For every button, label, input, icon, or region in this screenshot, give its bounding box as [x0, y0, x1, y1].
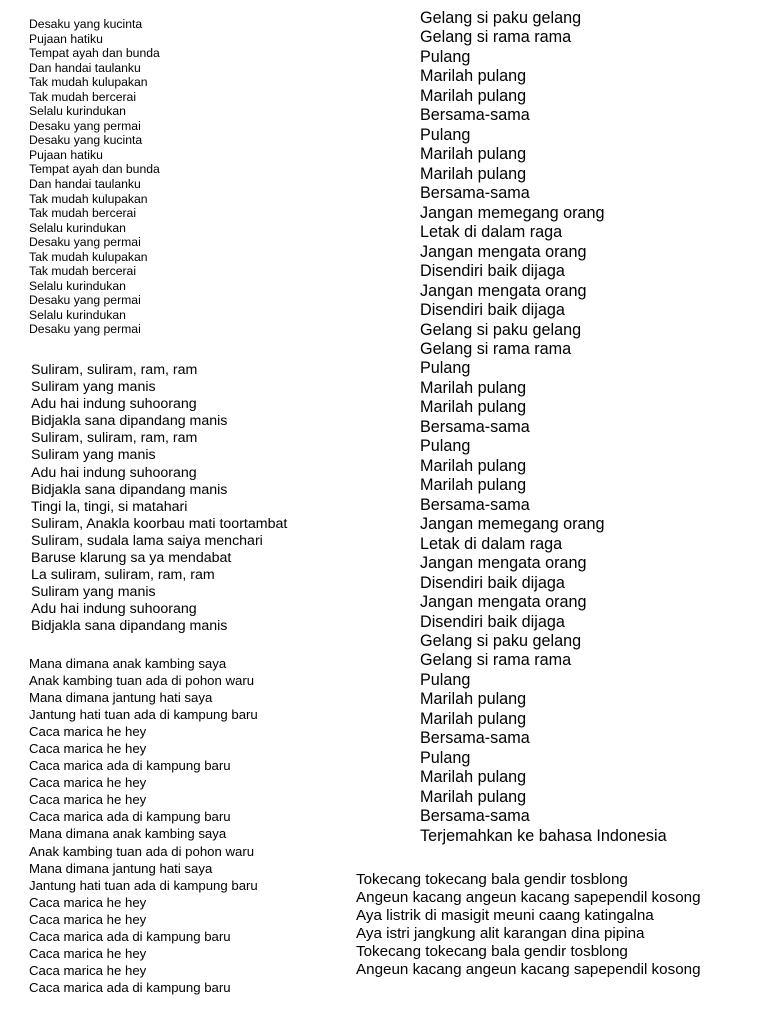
lyric-line: Tak mudah bercerai: [29, 264, 137, 279]
lyric-line: Suliram yang manis: [31, 379, 156, 396]
lyric-line: Pulang: [420, 437, 471, 456]
lyric-line: Bersama-sama: [420, 184, 530, 203]
lyric-line: Tempat ayah dan bunda: [29, 162, 160, 177]
lyric-line: Gelang si rama rama: [420, 651, 572, 670]
lyric-line: Bersama-sama: [420, 106, 530, 125]
lyric-line: Disendiri baik dijaga: [420, 573, 565, 592]
lyric-line: La suliram, suliram, ram, ram: [31, 567, 215, 584]
lyric-line: Letak di dalam raga: [420, 534, 563, 553]
lyric-line: Bidjakla sana dipandang manis: [31, 618, 228, 635]
lyric-line: Caca marica he hey: [29, 724, 147, 740]
lyric-line: Aya listrik di masigit meuni caang katingalna: [356, 907, 654, 925]
lyric-line: Pulang: [420, 125, 471, 144]
lyric-line: Aya istri jangkung alit karangan dina pipina: [356, 925, 645, 943]
lyric-line: Mana dimana anak kambing saya: [29, 826, 227, 842]
song-desaku: [29, 17, 160, 337]
lyric-line: Jantung hati tuan ada di kampung baru: [29, 877, 258, 893]
lyric-line: Caca marica he hey: [29, 894, 147, 910]
lyric-line: Gelang si paku gelang: [420, 632, 582, 650]
lyric-line: Caca marica ada di kampung baru: [29, 979, 231, 995]
lyric-line: Disendiri baik dijaga: [420, 262, 565, 281]
lyric-line: Desaku yang permai: [29, 118, 141, 133]
song-suliram: [31, 362, 287, 636]
lyric-line: Marilah pulang: [420, 768, 527, 787]
lyric-line: Marilah pulang: [420, 456, 527, 475]
lyric-line: Caca marica he hey: [29, 775, 147, 791]
lyric-line: Marilah pulang: [420, 164, 527, 183]
lyric-line: Adu hai indung suhoorang: [31, 601, 197, 618]
song-mana-dimana: [29, 655, 258, 996]
lyric-line: Adu hai indung suhoorang: [31, 464, 197, 481]
lyric-line: Pujaan hatiku: [29, 31, 103, 46]
lyric-line: Mana dimana jantung hati saya: [29, 860, 213, 876]
lyric-line: Tak mudah kulupakan: [29, 75, 148, 90]
lyric-line: Mana dimana jantung hati saya: [29, 690, 213, 706]
lyric-line: Selalu kurindukan: [29, 220, 126, 235]
lyric-line: Suliram yang manis: [31, 447, 156, 464]
lyric-line: Pulang: [420, 670, 471, 689]
lyric-line: Pulang: [420, 359, 471, 378]
lyric-line: Gelang si rama rama: [420, 339, 572, 358]
lyric-line: Disendiri baik dijaga: [420, 612, 565, 631]
lyric-line: Jangan mengata orang: [420, 593, 587, 612]
lyric-line: Caca marica ada di kampung baru: [29, 809, 231, 825]
lyric-line: Terjemahkan ke bahasa Indonesia: [420, 826, 667, 845]
lyric-line: Gelang si paku gelang: [420, 320, 582, 339]
lyric-line: Marilah pulang: [420, 67, 527, 86]
lyric-line: Marilah pulang: [420, 476, 527, 495]
lyric-line: Tak mudah bercerai: [29, 89, 137, 104]
lyric-line: Tingi la, tingi, si matahari: [31, 498, 188, 515]
song-tokecang: [356, 871, 701, 980]
lyric-line: Dan handai taulanku: [29, 60, 141, 75]
lyric-line: Gelang si paku gelang: [420, 9, 582, 27]
lyric-line: Tokecang tokecang bala gendir tosblong: [356, 871, 628, 888]
lyric-line: Jangan memegang orang: [420, 203, 605, 222]
lyric-line: Selalu kurindukan: [29, 104, 126, 119]
lyric-line: Marilah pulang: [420, 378, 527, 397]
lyric-line: Desaku yang permai: [29, 235, 141, 250]
lyric-line: Adu hai indung suhoorang: [31, 396, 197, 413]
lyric-line: Pujaan hatiku: [29, 147, 103, 162]
lyric-line: Desaku yang permai: [29, 322, 141, 337]
lyric-line: Tempat ayah dan bunda: [29, 46, 160, 61]
lyric-line: Baruse klarung sa ya mendabat: [31, 550, 232, 567]
lyric-line: Suliram, sudala lama saiya menchari: [31, 532, 263, 549]
lyric-line: Bersama-sama: [420, 807, 530, 826]
lyric-line: Marilah pulang: [420, 709, 527, 728]
lyric-line: Desaku yang permai: [29, 293, 141, 308]
lyric-line: Suliram, Anakla koorbau mati toortambat: [31, 515, 288, 532]
lyric-line: Caca marica ada di kampung baru: [29, 928, 231, 944]
lyric-line: Selalu kurindukan: [29, 278, 126, 293]
lyric-line: Suliram yang manis: [31, 584, 156, 601]
lyric-line: Bidjakla sana dipandang manis: [31, 481, 228, 498]
lyric-line: Selalu kurindukan: [29, 307, 126, 322]
lyric-line: Letak di dalam raga: [420, 223, 563, 242]
lyric-line: Tak mudah bercerai: [29, 206, 137, 221]
lyric-line: Caca marica he hey: [29, 945, 147, 961]
lyric-line: Angeun kacang angeun kacang sapependil kosong: [356, 961, 701, 979]
lyric-line: Marilah pulang: [420, 690, 527, 709]
lyric-line: Marilah pulang: [420, 398, 527, 417]
lyric-line: Bersama-sama: [420, 417, 530, 436]
lyric-line: Bersama-sama: [420, 729, 530, 748]
lyric-line: Pulang: [420, 748, 471, 767]
lyric-line: Caca marica ada di kampung baru: [29, 758, 231, 774]
lyric-line: Marilah pulang: [420, 787, 527, 806]
lyric-line: Tokecang tokecang bala gendir tosblong: [356, 943, 628, 961]
lyric-line: Jangan mengata orang: [420, 554, 587, 573]
lyric-line: Caca marica he hey: [29, 741, 147, 757]
lyric-line: Mana dimana anak kambing saya: [29, 656, 227, 671]
lyric-line: Caca marica he hey: [29, 792, 147, 808]
lyric-line: Jangan memegang orang: [420, 515, 605, 534]
lyric-line: Marilah pulang: [420, 86, 527, 105]
lyric-line: Suliram, suliram, ram, ram: [31, 430, 198, 447]
lyric-line: Jangan mengata orang: [420, 242, 587, 261]
lyric-line: Tak mudah kulupakan: [29, 249, 148, 264]
lyric-line: Angeun kacang angeun kacang sapependil kosong: [356, 889, 701, 907]
lyric-line: Dan handai taulanku: [29, 177, 141, 192]
lyric-line: Bersama-sama: [420, 495, 530, 514]
lyric-line: Disendiri baik dijaga: [420, 301, 565, 320]
lyric-line: Desaku yang kucinta: [29, 133, 143, 148]
lyric-line: Caca marica he hey: [29, 962, 147, 978]
lyric-line: Caca marica he hey: [29, 911, 147, 927]
lyric-line: Gelang si rama rama: [420, 28, 572, 47]
lyric-line: Suliram, suliram, ram, ram: [31, 362, 198, 378]
lyric-line: Anak kambing tuan ada di pohon waru: [29, 673, 255, 689]
lyric-line: Jangan mengata orang: [420, 281, 587, 300]
lyric-line: Tak mudah kulupakan: [29, 191, 148, 206]
lyric-line: Desaku yang kucinta: [29, 17, 143, 31]
lyric-line: Jantung hati tuan ada di kampung baru: [29, 707, 258, 723]
lyric-line: Marilah pulang: [420, 145, 527, 164]
lyric-line: Anak kambing tuan ada di pohon waru: [29, 843, 255, 859]
song-gelang-sipaku-gelang: [420, 9, 667, 846]
lyric-line: Bidjakla sana dipandang manis: [31, 413, 228, 430]
lyric-line: Pulang: [420, 47, 471, 66]
